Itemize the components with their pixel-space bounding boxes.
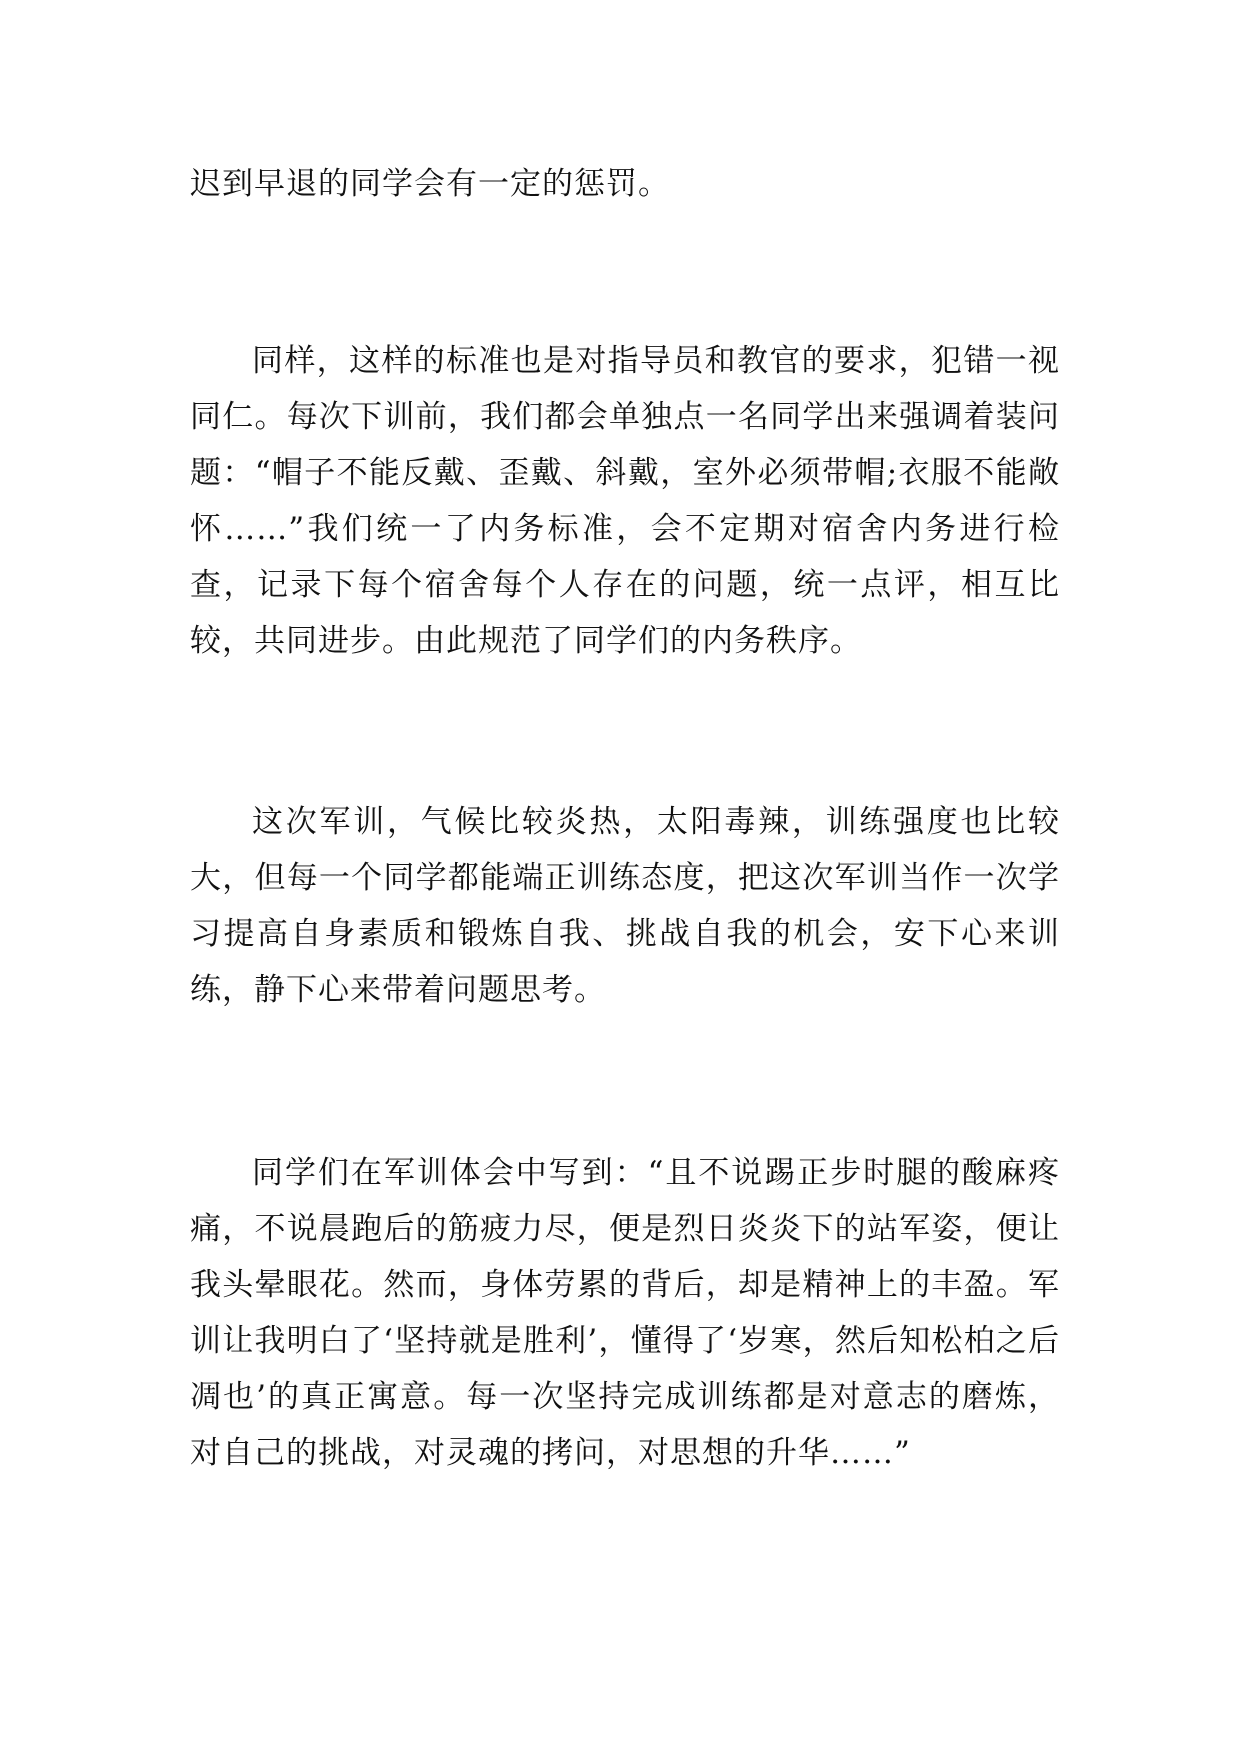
paragraph-2: 同样，这样的标准也是对指导员和教官的要求，犯错一视同仁。每次下训前，我们都会单独点一名同学出来强调着装问题：“帽子不能反戴、歪戴、斜戴，室外必须带帽;衣服不能敞怀……”我们统一了内务标准，会不定期对宿舍内务进行检查，记录下每个宿舍每个人存在的问题，统一点评，相互比较，共同进步。由此规范了同学们的内务秩序。 <box>190 343 1060 659</box>
paragraph-1: 迟到早退的同学会有一定的惩罚。 <box>190 166 670 202</box>
paragraph-3: 这次军训，气候比较炎热，太阳毒辣，训练强度也比较大，但每一个同学都能端正训练态度，把这次军训当作一次学习提高自身素质和锻炼自我、挑战自我的机会，安下心来训练，静下心来带着问题思考。 <box>190 804 1060 1008</box>
paragraph-4: 同学们在军训体会中写到：“且不说踢正步时腿的酸麻疼痛，不说晨跑后的筋疲力尽，便是烈日炎炎下的站军姿，便让我头晕眼花。然而，身体劳累的背后，却是精神上的丰盈。军训让我明白了‘坚持就是胜利’，懂得了‘岁寒，然后知松柏之后凋也’的真正寓意。每一次坚持完成训练都是对意志的磨炼，对自己的挑战，对灵魂的拷问，对思想的升华……” <box>190 1155 1060 1471</box>
